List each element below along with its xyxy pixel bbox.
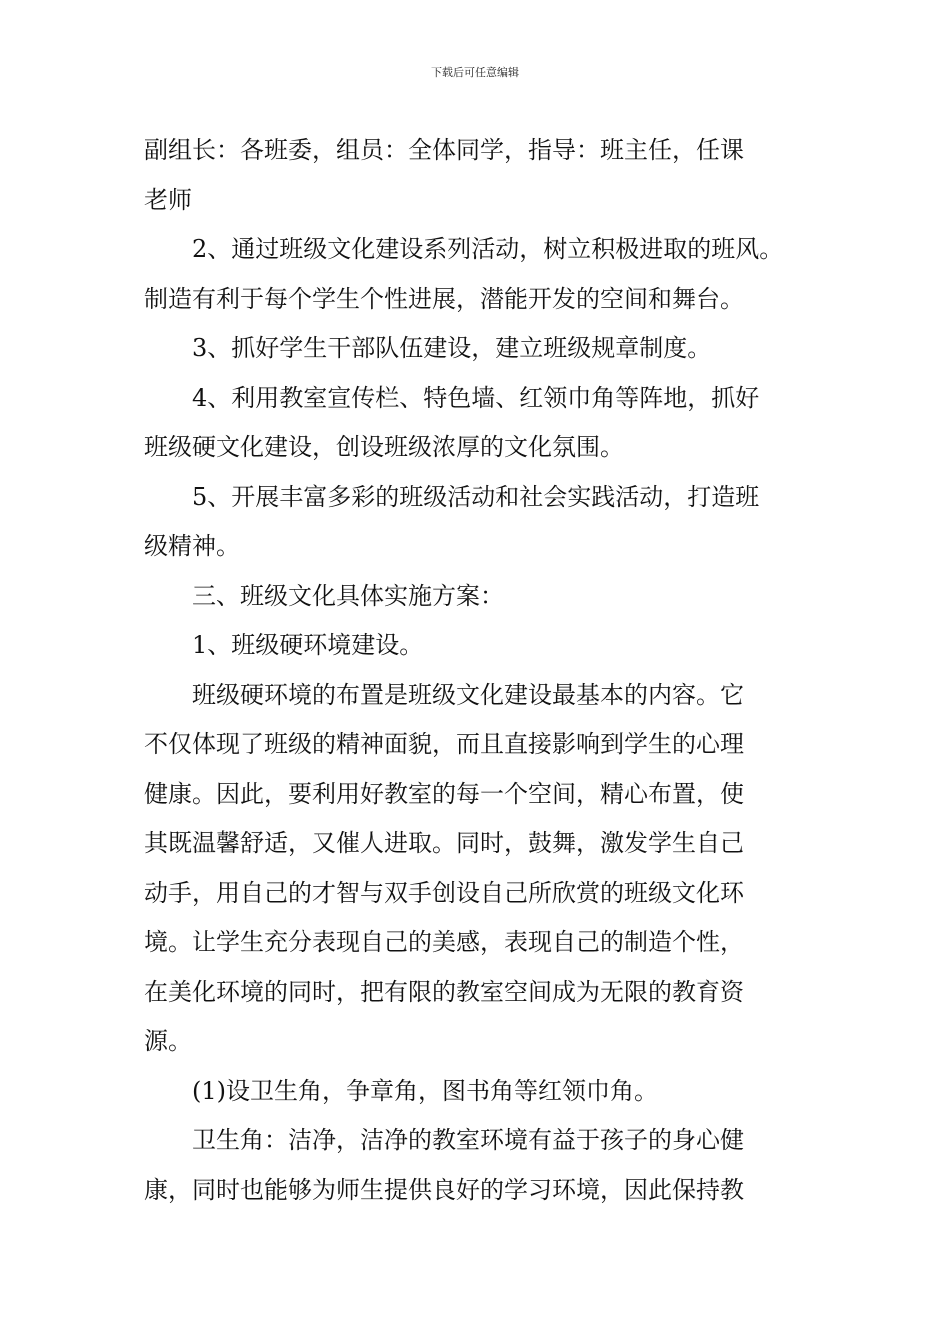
text-line: 境。让学生充分表现自己的美感，表现自己的制造个性， [144, 928, 744, 956]
subsection-heading: (1)设卫生角，争章角，图书角等红领巾角。 [192, 1076, 658, 1105]
text-line: 源。 [144, 1027, 192, 1055]
document-body [144, 126, 824, 1215]
text-line: 其既温馨舒适，又催人进取。同时，鼓舞，激发学生自己 [144, 829, 744, 857]
page-header: 下载后可任意编辑 [431, 66, 519, 79]
text-line: 级精神。 [144, 532, 240, 560]
section-heading: 三、班级文化具体实施方案： [192, 581, 504, 610]
text-line: 动手，用自己的才智与双手创设自己所欣赏的班级文化环 [144, 878, 744, 907]
text-line: 4、利用教室宣传栏、特色墙、红领巾角等阵地，抓好 [192, 383, 760, 412]
text-line: 卫生角：洁净，洁净的教室环境有益于孩子的身心健 [192, 1126, 744, 1154]
text-line: 制造有利于每个学生个性进展，潜能开发的空间和舞台。 [144, 284, 744, 313]
text-line: 班级硬环境的布置是班级文化建设最基本的内容。它 [192, 680, 744, 709]
text-line: 3、抓好学生干部队伍建设，建立班级规章制度。 [192, 334, 712, 362]
text-line: 老师 [144, 185, 192, 214]
text-line: 在美化环境的同时，把有限的教室空间成为无限的教育资 [144, 977, 744, 1006]
text-line: 健康。因此，要利用好教室的每一个空间，精心布置，使 [144, 779, 744, 808]
text-line: 2、通过班级文化建设系列活动，树立积极进取的班风。 [192, 235, 784, 263]
subsection-heading: 1、班级硬环境建设。 [192, 631, 424, 659]
text-line: 班级硬文化建设，创设班级浓厚的文化氛围。 [144, 433, 624, 461]
text-line: 5、开展丰富多彩的班级活动和社会实践活动，打造班 [192, 482, 760, 511]
text-line: 不仅体现了班级的精神面貌，而且直接影响到学生的心理 [144, 730, 744, 758]
text-line: 康，同时也能够为师生提供良好的学习环境，因此保持教 [144, 1175, 744, 1204]
text-line: 副组长：各班委，组员：全体同学，指导：班主任，任课 [144, 136, 744, 164]
